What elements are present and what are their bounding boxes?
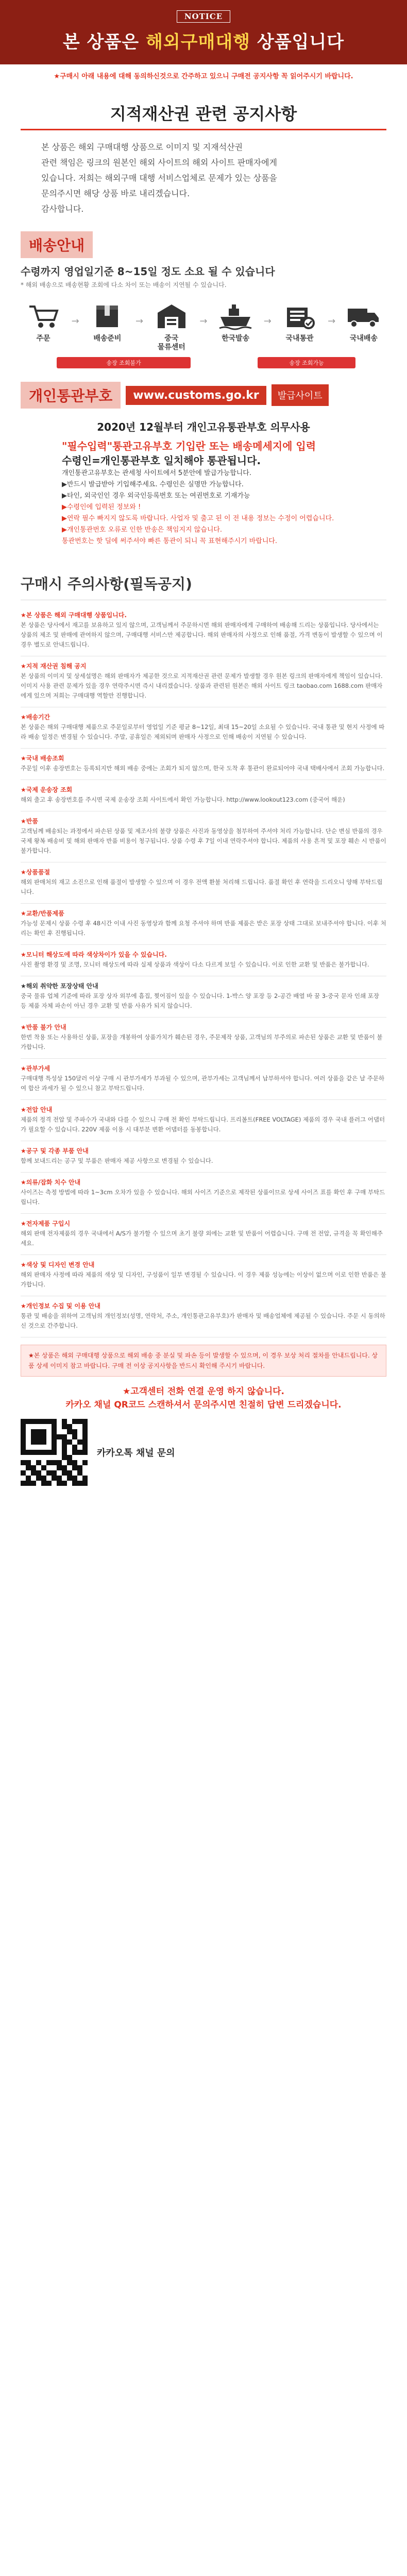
qr-cell xyxy=(62,1460,67,1465)
caution-heading: ★해외 취약한 포장상태 안내 xyxy=(21,982,98,990)
qr-cell xyxy=(41,1450,46,1455)
qr-cell xyxy=(52,1465,57,1470)
caution-block xyxy=(21,707,386,749)
qr-cell xyxy=(62,1470,67,1476)
qr-cell xyxy=(46,1460,52,1465)
shipping-title: 배송안내 xyxy=(21,231,93,258)
qr-cell xyxy=(41,1470,46,1476)
customs-item: 개인통관고유부호는 관세청 사이트에서 5분안에 발급가능합니다. xyxy=(62,469,251,477)
qr-cell xyxy=(82,1445,88,1450)
caution-text: 주문일 이후 송장번호는 등록되지만 해외 배송 중에는 조회가 되지 않으며, 한국 도착 후 통관이 완료되어야 국내 택배사에서 조회 가능합니다. xyxy=(21,765,385,772)
qr-cell xyxy=(82,1450,88,1455)
arrow-icon: → xyxy=(263,315,272,327)
ip-section-title: 지적재산권 관련 공지사항 xyxy=(21,97,386,130)
caution-text: 고객님께 배송되는 과정에서 파손된 상품 및 제조사의 불량 상품은 사진과 동영상을 첨부하여 주셔야 처리 가능합니다. 단순 변심 반품의 경우 국제 왕복 배송비 및 해외 판매자 반품 비용이 청구됩니다. 상품 수령 후 7일 이내 연락주셔야 합니다. 제품의 사용 흔적 및 포장 훼손 시 반품이 불가합니다. xyxy=(21,827,386,854)
caution-block xyxy=(21,749,386,780)
qr-cell xyxy=(62,1445,67,1450)
step-label: 국내통관 xyxy=(285,334,314,343)
qr-cell xyxy=(57,1470,62,1476)
caution-text: 해외 판매 전자제품의 경우 국내에서 A/S가 불가할 수 있으며 초기 불량 외에는 교환 및 반품이 어렵습니다. 구매 전 전압, 규격을 꼭 확인해주세요. xyxy=(21,1230,383,1247)
qr-cell xyxy=(52,1429,57,1434)
caution-heading: ★반품 불가 안내 xyxy=(21,1024,66,1031)
qr-cell xyxy=(36,1419,41,1424)
qr-cell xyxy=(62,1455,67,1460)
customs-required-input: "필수입력"통관고유부호 기입란 또는 배송메세지에 입력 xyxy=(62,440,316,452)
qr-cell xyxy=(26,1476,31,1481)
qr-cell xyxy=(46,1439,52,1445)
caution-block xyxy=(21,1018,386,1059)
caution-block xyxy=(21,605,386,656)
qr-cell xyxy=(31,1460,36,1465)
qr-cell xyxy=(41,1465,46,1470)
step-label: 배송준비 xyxy=(93,334,122,343)
caution-heading: ★모니터 해상도에 따라 색상차이가 있을 수 있습니다. xyxy=(21,951,167,958)
qr-cell xyxy=(36,1450,41,1455)
qr-cell xyxy=(21,1445,26,1450)
shipping-steps xyxy=(21,300,386,352)
qr-cell xyxy=(21,1455,26,1460)
qr-cell xyxy=(62,1481,67,1486)
caution-heading: ★관부가세 xyxy=(21,1065,50,1072)
qr-cell xyxy=(31,1424,36,1429)
caution-text: 구매대행 특성상 150달러 이상 구매 시 관부가세가 부과될 수 있으며, 관부가세는 고객님께서 납부하셔야 합니다. 여러 상품을 같은 날 주문하여 합산 과세가 될 수 있으니 참고 부탁드립니다. xyxy=(21,1075,385,1092)
qr-cell xyxy=(62,1434,67,1439)
qr-cell xyxy=(52,1481,57,1486)
qr-cell xyxy=(36,1470,41,1476)
caution-heading: ★개인정보 수집 및 이용 안내 xyxy=(21,1302,100,1310)
customs-icon xyxy=(282,300,318,331)
caution-text: 중국 물류 업체 기준에 따라 포장 상자 외부에 흠집, 찢어짐이 있을 수 있습니다. 1-박스 양 포장 등 2-공간 배열 바 꿈 3-중국 문자 인쇄 포장 등 제품 자체 파손이 아닌 경우 교환 및 반품 사유가 되지 않습니다. xyxy=(21,992,379,1009)
qr-cell xyxy=(21,1470,26,1476)
qr-cell xyxy=(26,1460,31,1465)
caution-block xyxy=(21,1100,386,1141)
qr-cell xyxy=(41,1439,46,1445)
tracking-unavailable-bar: 송장 조회불가 xyxy=(57,357,191,368)
caution-text: 본 상품은 해외 구매대행 제품으로 주문일로부터 영업일 기준 평균 8~12일, 최대 15~20일 소요될 수 있습니다. 국내 통관 및 현지 사정에 따라 배송 일정은 변경될 수 있습니다. 주말, 공휴일은 제외되며 판매자 사정으로 인해 배송이 지연될 수 있습니다. xyxy=(21,723,385,740)
qr-cell xyxy=(41,1460,46,1465)
ip-line: 관련 책임은 링크의 원본인 해외 사이트의 해외 사이트 판매자에게 xyxy=(41,158,278,167)
caution-heading: ★지적 재산권 침해 공지 xyxy=(21,663,87,670)
qr-cell xyxy=(67,1445,72,1450)
caution-text: 한번 착용 또는 사용하신 상품, 포장을 개봉하여 상품가치가 훼손된 경우, 주문제작 상품, 고객님의 부주의로 파손된 상품은 교환 및 반품이 불가합니다. xyxy=(21,1033,383,1050)
qr-cell xyxy=(82,1465,88,1470)
caution-text: 본 상품의 이미지 및 상세설명은 해외 판매자가 제공한 것으로 지적재산권 관련 문제가 발생할 경우 원본 링크의 판매자에게 책임이 있습니다. 이미지 사용 관련 문제가 있을 경우 연락주시면 즉시 내리겠습니다. 상품과 관련된 원본은 해외 사이트 링크 taobao.com 1688.com 판매자에게 있으며 저희는 구매대행 역할만 진행합니다. xyxy=(21,672,383,699)
truck-icon xyxy=(346,300,382,331)
caution-heading: ★전자제품 구입시 xyxy=(21,1220,71,1227)
qr-cell xyxy=(62,1429,67,1434)
qr-cell xyxy=(77,1429,82,1434)
caution-text: 사이즈는 측정 방법에 따라 1~3cm 오차가 있을 수 있습니다. 해외 사이즈 기준으로 제작된 상품이므로 상세 사이즈 표를 확인 후 구매 부탁드립니다. xyxy=(21,1189,385,1206)
qr-cell xyxy=(62,1450,67,1455)
qr-cell xyxy=(31,1476,36,1481)
qr-cell xyxy=(46,1450,52,1455)
qr-cell xyxy=(82,1434,88,1439)
qr-cell xyxy=(52,1419,57,1424)
step-ship-korea xyxy=(213,300,258,352)
caution-heading: ★공구 및 각종 부품 안내 xyxy=(21,1147,89,1155)
qr-cell xyxy=(82,1419,88,1424)
caution-heading: ★의류/잡화 치수 안내 xyxy=(21,1179,81,1186)
caution-block xyxy=(21,945,386,976)
qr-cell xyxy=(52,1434,57,1439)
qr-cell xyxy=(67,1470,72,1476)
qr-cell xyxy=(62,1476,67,1481)
ip-line: 있습니다. 저희는 해외구매 대행 서비스업체로 문제가 있는 상품을 xyxy=(41,173,278,183)
customs-details xyxy=(62,439,345,547)
step-order xyxy=(21,300,66,352)
caution-heading: ★국제 운송장 조회 xyxy=(21,786,73,793)
qr-cell xyxy=(52,1455,57,1460)
step-china-warehouse xyxy=(149,300,194,352)
qr-cell xyxy=(31,1481,36,1486)
qr-cell xyxy=(36,1445,41,1450)
qr-cell xyxy=(57,1481,62,1486)
footer-notice-box: ★본 상품은 해외 구매대행 상품으로 해외 배송 중 분실 및 파손 등이 발생할 수 있으며, 이 경우 보상 처리 절차를 안내드립니다. 상품 상세 이미지 참고 바랍니다. 구매 전 이상 공지사항을 반드시 확인해 주시기 바랍니다. xyxy=(21,1345,386,1377)
qr-cell xyxy=(31,1445,36,1450)
qr-cell xyxy=(21,1429,26,1434)
qr-cell xyxy=(77,1460,82,1465)
qr-cell xyxy=(57,1424,62,1429)
caution-text: 본 상품은 당사에서 재고를 보유하고 있지 않으며, 고객님께서 주문하시면 해외 판매자에게 구매하여 배송해 드리는 상품입니다. 당사에서는 상품의 제조 및 판매에 관여하지 않으며, 구매대행 서비스만 제공합니다. 해외 판매자의 사정으로 인해 품절, 가격 변동이 발생할 수 있으며 이 경우 별도로 안내드립니다. xyxy=(21,621,383,648)
qr-cell xyxy=(77,1450,82,1455)
qr-cell xyxy=(21,1465,26,1470)
qr-cell xyxy=(31,1470,36,1476)
qr-cell xyxy=(72,1481,77,1486)
caution-text: 함께 보내드리는 공구 및 부품은 판매자 제공 사항으로 변경될 수 있습니다. xyxy=(21,1157,213,1164)
footer-kakao-notice: 카카오 채널 QR코드 스캔하셔서 문의주시면 친절히 답변 드리겠습니다. xyxy=(65,1400,342,1410)
step-customs xyxy=(277,300,323,352)
step-label: 주문 xyxy=(36,334,50,343)
qr-cell xyxy=(77,1439,82,1445)
qr-cell xyxy=(67,1481,72,1486)
qr-cell xyxy=(31,1439,36,1445)
qr-cell xyxy=(41,1424,46,1429)
customs-match-notice: 수령인=개인통관부호 일치해야 통관됩니다. xyxy=(62,454,261,467)
caution-block xyxy=(21,1059,386,1100)
caution-heading: ★전압 안내 xyxy=(21,1106,53,1113)
arrow-icon: → xyxy=(71,315,79,327)
customs-item: ▶개인통관번호 오류로 인한 반송은 책임지지 않습니다. xyxy=(62,526,223,534)
ip-line: 문의주시면 해당 상품 바로 내리겠습니다. xyxy=(41,189,190,198)
customs-item: ▶수령인에 입력된 정보와 ! xyxy=(62,503,141,511)
qr-cell xyxy=(36,1429,41,1434)
qr-cell xyxy=(57,1455,62,1460)
qr-cell xyxy=(67,1476,72,1481)
qr-cell xyxy=(52,1470,57,1476)
qr-cell xyxy=(26,1450,31,1455)
qr-cell xyxy=(36,1481,41,1486)
qr-cell xyxy=(72,1434,77,1439)
qr-cell xyxy=(21,1424,26,1429)
qr-cell xyxy=(57,1476,62,1481)
qr-cell xyxy=(21,1419,26,1424)
qr-cell xyxy=(67,1460,72,1465)
qr-cell xyxy=(46,1419,52,1424)
qr-cell xyxy=(72,1476,77,1481)
arrow-icon: → xyxy=(135,315,144,327)
qr-cell xyxy=(77,1455,82,1460)
caution-text: 제품의 정격 전압 및 주파수가 국내와 다를 수 있으니 구매 전 확인 부탁드립니다. 프리볼트(FREE VOLTAGE) 제품의 경우 국내 플러그 어댑터가 필요할 수 있습니다. 220V 제품 이용 시 대부분 변환 어댑터를 동봉합니다. xyxy=(21,1116,385,1133)
warehouse-icon xyxy=(154,300,190,331)
shipping-tracking-bars xyxy=(21,357,386,368)
qr-cell xyxy=(46,1476,52,1481)
qr-cell xyxy=(41,1429,46,1434)
notice-tag: NOTICE xyxy=(177,10,230,23)
qr-cell xyxy=(31,1419,36,1424)
shipping-text: 수령까지 영업일기준 8~15일 정도 소요 될 수 있습니다 xyxy=(21,265,275,278)
qr-cell xyxy=(67,1450,72,1455)
qr-cell xyxy=(52,1460,57,1465)
caution-text: 해외 판매자 사정에 따라 제품의 색상 및 디자인, 구성품이 일부 변경될 수 있습니다. 이 경우 제품 성능에는 이상이 없으며 이로 인한 반품은 불가합니다. xyxy=(21,1271,386,1288)
qr-cell xyxy=(52,1439,57,1445)
qr-cell xyxy=(26,1429,31,1434)
customs-header xyxy=(21,382,386,409)
step-label: 국내배송 xyxy=(349,334,378,343)
qr-cell xyxy=(21,1481,26,1486)
qr-cell xyxy=(26,1439,31,1445)
qr-cell xyxy=(77,1465,82,1470)
shipping-note: * 해외 배송으로 배송현황 조회에 다소 차이 또는 배송이 지연될 수 있습니다. xyxy=(21,281,227,289)
qr-cell xyxy=(57,1434,62,1439)
qr-cell xyxy=(31,1434,36,1439)
caution-block xyxy=(21,1173,386,1214)
qr-cell xyxy=(31,1450,36,1455)
qr-cell xyxy=(52,1450,57,1455)
qr-cell xyxy=(46,1429,52,1434)
qr-label: 카카오톡 채널 문의 xyxy=(97,1448,175,1459)
caution-text: 해외 출고 후 송장번호를 주시면 국제 운송장 조회 사이트에서 확인 가능합니다. http://www.lookout123.com (중국어 해운) xyxy=(21,796,345,803)
qr-cell xyxy=(46,1445,52,1450)
qr-cell xyxy=(72,1470,77,1476)
qr-cell xyxy=(31,1465,36,1470)
caution-block xyxy=(21,1255,386,1296)
qr-cell xyxy=(41,1455,46,1460)
qr-cell xyxy=(21,1460,26,1465)
qr-cell xyxy=(67,1465,72,1470)
qr-cell xyxy=(46,1434,52,1439)
qr-cell xyxy=(46,1481,52,1486)
qr-cell xyxy=(41,1481,46,1486)
qr-cell xyxy=(82,1481,88,1486)
qr-cell xyxy=(36,1439,41,1445)
qr-cell xyxy=(67,1424,72,1429)
qr-cell xyxy=(77,1445,82,1450)
qr-cell xyxy=(57,1460,62,1465)
qr-cell xyxy=(77,1470,82,1476)
qr-cell xyxy=(46,1470,52,1476)
qr-cell xyxy=(72,1424,77,1429)
qr-cell xyxy=(26,1419,31,1424)
qr-cell xyxy=(26,1465,31,1470)
customs-item: 통관번호는 핫 딜에 써주셔야 빠른 통관이 되니 꼭 표현해주시기 바랍니다. xyxy=(62,537,278,545)
qr-cell xyxy=(62,1419,67,1424)
customs-issue-button[interactable]: 발급사이트 xyxy=(272,384,329,406)
qr-cell xyxy=(72,1439,77,1445)
caution-heading: ★배송기간 xyxy=(21,714,50,721)
caution-text: 사진 촬영 환경 및 조명, 모니터 해상도에 따라 실제 상품과 색상이 다소 다르게 보일 수 있습니다. 이로 인한 교환 및 반품은 불가합니다. xyxy=(21,961,369,968)
qr-cell xyxy=(57,1450,62,1455)
qr-cell xyxy=(82,1455,88,1460)
qr-cell xyxy=(82,1439,88,1445)
qr-cell xyxy=(21,1450,26,1455)
qr-cell xyxy=(26,1424,31,1429)
qr-cell xyxy=(77,1476,82,1481)
qr-cell xyxy=(82,1470,88,1476)
caution-heading: ★국내 배송조회 xyxy=(21,755,64,762)
qr-cell xyxy=(36,1465,41,1470)
box-icon xyxy=(89,300,125,331)
qr-cell xyxy=(57,1445,62,1450)
qr-cell xyxy=(67,1434,72,1439)
qr-cell xyxy=(72,1450,77,1455)
ship-icon xyxy=(217,300,253,331)
qr-cell xyxy=(57,1429,62,1434)
qr-cell xyxy=(77,1434,82,1439)
caution-block xyxy=(21,976,386,1018)
qr-cell xyxy=(72,1460,77,1465)
qr-cell xyxy=(21,1476,26,1481)
caution-text: 해외 판매처의 재고 소진으로 인해 품절이 발생할 수 있으며 이 경우 전액 환불 처리해 드립니다. 품절 확인 후 연락을 드리오니 양해 부탁드립니다. xyxy=(21,878,383,895)
caution-heading: ★본 상품은 해외 구매대행 상품입니다. xyxy=(21,612,127,619)
qr-cell xyxy=(82,1429,88,1434)
step-domestic xyxy=(341,300,386,352)
qr-cell xyxy=(77,1419,82,1424)
cart-icon xyxy=(25,300,61,331)
caution-list xyxy=(21,605,386,1337)
qr-cell xyxy=(57,1465,62,1470)
qr-cell xyxy=(72,1429,77,1434)
qr-cell xyxy=(36,1476,41,1481)
notice-title-highlight: 해외구매대행 xyxy=(145,32,251,53)
qr-cell xyxy=(52,1476,57,1481)
caution-block xyxy=(21,904,386,945)
qr-cell xyxy=(72,1445,77,1450)
qr-cell xyxy=(36,1434,41,1439)
notice-title-pre: 본 상품은 xyxy=(62,32,146,53)
qr-cell xyxy=(26,1481,31,1486)
qr-cell xyxy=(31,1455,36,1460)
caution-block xyxy=(21,1141,386,1173)
qr-cell xyxy=(26,1434,31,1439)
caution-block xyxy=(21,1296,386,1337)
qr-cell xyxy=(82,1460,88,1465)
qr-cell xyxy=(72,1455,77,1460)
customs-item: ▶타인, 외국인인 경우 외국인등록번호 또는 여권번호로 기재가능 xyxy=(62,492,250,500)
customs-notice: 2020년 12월부터 개인고유통관부호 의무사용 xyxy=(97,421,310,433)
qr-cell xyxy=(57,1419,62,1424)
caution-block xyxy=(21,780,386,811)
qr-cell xyxy=(31,1429,36,1434)
qr-cell xyxy=(57,1439,62,1445)
qr-cell xyxy=(36,1455,41,1460)
qr-cell xyxy=(67,1419,72,1424)
caution-title: 구매시 주의사항(필독공지) xyxy=(21,573,386,600)
customs-title: 개인통관부호 xyxy=(21,382,121,409)
caution-block xyxy=(21,862,386,904)
caution-heading: ★상품품절 xyxy=(21,869,50,876)
qr-cell xyxy=(67,1429,72,1434)
caution-heading: ★교환/반품제품 xyxy=(21,910,64,917)
customs-item: ▶연락 필수 빠지지 않도록 바랍니다. 사업자 및 출고 된 이 전 내용 정보는 수정이 어렵습니다. xyxy=(62,515,334,522)
qr-cell xyxy=(52,1445,57,1450)
qr-cell xyxy=(41,1445,46,1450)
qr-cell xyxy=(26,1445,31,1450)
qr-cell xyxy=(67,1439,72,1445)
qr-cell xyxy=(41,1419,46,1424)
customs-item: ▶반드시 발급받아 기입해주세요. 수령인은 실명만 가능합니다. xyxy=(62,481,244,488)
tracking-available-bar: 송장 조회가능 xyxy=(258,357,355,368)
qr-cell xyxy=(72,1419,77,1424)
caution-block xyxy=(21,656,386,707)
qr-cell xyxy=(46,1465,52,1470)
ip-line: 본 상품은 해외 구매대행 상품으로 이미지 및 지재석산권 xyxy=(41,142,243,152)
ip-section-body xyxy=(21,130,386,226)
qr-cell xyxy=(36,1424,41,1429)
ip-line: 감사합니다. xyxy=(41,204,84,214)
qr-area xyxy=(21,1419,386,1486)
caution-block xyxy=(21,811,386,862)
qr-cell xyxy=(62,1424,67,1429)
qr-cell xyxy=(77,1481,82,1486)
notice-title xyxy=(0,28,407,53)
caution-text: 가능성 문제시 상품 수령 후 48시간 이내 사진 동영상과 함께 요청 주셔야 하며 반품 제품은 받은 포장 상태 그대로 보내주셔야 합니다. 이후 처리는 확인 후 진행됩니다. xyxy=(21,920,386,937)
notice-banner xyxy=(0,0,407,64)
qr-cell xyxy=(82,1424,88,1429)
qr-cell xyxy=(82,1476,88,1481)
qr-cell xyxy=(77,1424,82,1429)
caution-text: 통관 및 배송을 위하여 고객님의 개인정보(성명, 연락처, 주소, 개인통관고유부호)가 판매자 및 배송업체에 제공될 수 있습니다. 주문 시 동의하신 것으로 간주합니다. xyxy=(21,1312,385,1329)
qr-cell xyxy=(36,1460,41,1465)
qr-code-icon[interactable] xyxy=(21,1419,88,1486)
arrow-icon: → xyxy=(199,315,208,327)
qr-cell xyxy=(62,1439,67,1445)
caution-heading: ★색상 및 디자인 변경 안내 xyxy=(21,1261,95,1268)
notice-title-post: 상품입니다 xyxy=(250,32,345,53)
qr-cell xyxy=(46,1424,52,1429)
step-label: 한국발송 xyxy=(222,334,250,343)
footer-no-phone: ★고객센터 전화 연결 운영 하지 않습니다. xyxy=(122,1386,285,1397)
qr-cell xyxy=(41,1434,46,1439)
qr-cell xyxy=(62,1465,67,1470)
qr-cell xyxy=(21,1434,26,1439)
step-prepare xyxy=(84,300,130,352)
footer-main xyxy=(21,1385,386,1412)
caution-block xyxy=(21,1214,386,1255)
caution-heading: ★반품 xyxy=(21,818,38,825)
arrow-icon: → xyxy=(328,315,336,327)
qr-cell xyxy=(21,1439,26,1445)
qr-cell xyxy=(26,1455,31,1460)
notice-subtitle: ★구매시 아래 내용에 대해 동의하신것으로 간주하고 있으니 구매전 공지사항 꼭 읽어주시기 바랍니다. xyxy=(0,64,407,87)
qr-cell xyxy=(46,1455,52,1460)
qr-cell xyxy=(26,1470,31,1476)
qr-cell xyxy=(67,1455,72,1460)
qr-cell xyxy=(52,1424,57,1429)
qr-cell xyxy=(41,1476,46,1481)
qr-cell xyxy=(72,1465,77,1470)
step-label: 중국 물류센터 xyxy=(157,334,185,351)
customs-url-link[interactable]: www.customs.go.kr xyxy=(126,386,266,405)
